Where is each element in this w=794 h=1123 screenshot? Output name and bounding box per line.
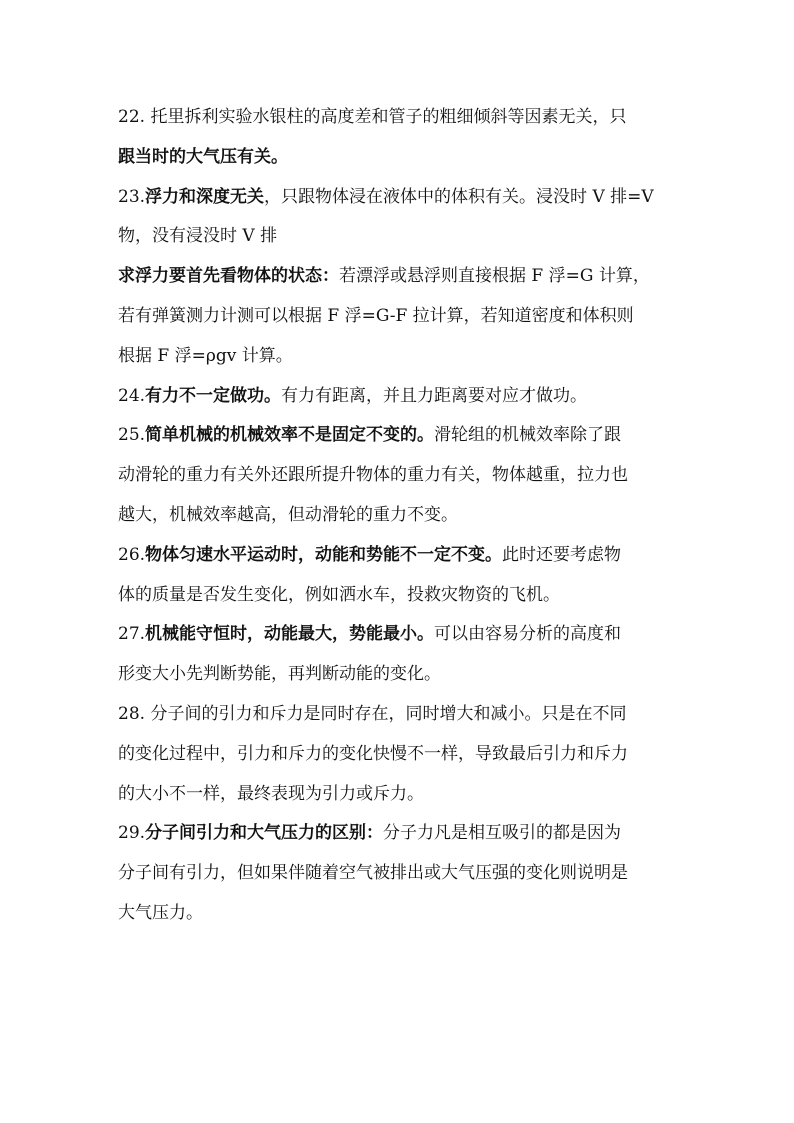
text-segment: 大气压力。 [118, 902, 203, 923]
text-segment: 根据 F 浮=ρgv 计算。 [118, 345, 293, 366]
text-segment: 体的质量是否发生变化，例如洒水车，投救灾物资的飞机。 [118, 584, 560, 605]
list-item [118, 536, 688, 616]
text-line [118, 536, 688, 576]
text-line [118, 894, 688, 934]
bold-text: 有力不一定做功。 [145, 385, 282, 406]
text-segment: 形变大小先判断势能，再判断动能的变化。 [118, 664, 441, 685]
text-segment: 若有弹簧测力计测可以根据 F 浮=G-F 拉计算，若知道密度和体积则 [118, 305, 634, 326]
text-line [118, 178, 688, 218]
text-line [118, 377, 688, 417]
bold-text: 物体匀速水平运动时，动能和势能不一定不变。 [145, 544, 503, 565]
text-segment: 28. 分子间的引力和斥力是同时存在，同时增大和减小。只是在不同 [118, 703, 627, 724]
text-segment: 的大小不一样，最终表现为引力或斥力。 [118, 783, 424, 804]
list-item [118, 695, 688, 814]
text-segment: 的变化过程中，引力和斥力的变化快慢不一样，导致最后引力和斥力 [118, 743, 628, 764]
list-item [118, 98, 688, 178]
text-segment: 有力有距离，并且力距离要对应才做功。 [281, 385, 588, 406]
text-line [118, 576, 688, 616]
text-line [118, 257, 688, 297]
text-segment: 可以由容易分析的高度和 [434, 624, 622, 645]
bold-text: 跟当时的大气压有关。 [118, 146, 288, 167]
text-line [118, 217, 688, 257]
text-line [118, 496, 688, 536]
bold-text: 求浮力要首先看物体的状态： [118, 266, 339, 287]
text-line [118, 814, 688, 854]
text-segment: 物，没有浸没时 V 排 [118, 226, 278, 247]
text-segment: 此时还要考虑物 [502, 544, 622, 565]
text-segment: 25. [118, 425, 146, 446]
text-line [118, 695, 688, 735]
bold-text: 简单机械的机械效率不是固定不变的。 [145, 425, 435, 446]
bold-text: 浮力和深度无关 [145, 186, 265, 207]
bold-text: 机械能守恒时，动能最大，势能最小。 [145, 624, 435, 645]
text-line [118, 775, 688, 815]
text-segment: ，只跟物体浸在液体中的体积有关。浸没时 V 排=V [264, 186, 654, 207]
list-item [118, 178, 688, 377]
text-line [118, 337, 688, 377]
text-segment: 分子力凡是相互吸引的都是因为 [383, 823, 622, 844]
text-line [118, 456, 688, 496]
text-segment: 分子间有引力，但如果伴随着空气被排出或大气压强的变化则说明是 [118, 863, 628, 884]
text-line [118, 416, 688, 456]
text-line [118, 297, 688, 337]
text-line [118, 655, 688, 695]
document-body [118, 98, 688, 934]
text-segment: 26. [118, 544, 146, 565]
text-segment: 若漂浮或悬浮则直接根据 F 浮=G 计算， [339, 266, 650, 287]
list-item [118, 615, 688, 695]
text-segment: 滑轮组的机械效率除了跟 [434, 425, 622, 446]
text-line [118, 98, 688, 138]
text-segment: 越大，机械效率越高，但动滑轮的重力不变。 [118, 504, 458, 525]
bold-text: 分子间引力和大气压力的区别： [145, 823, 384, 844]
text-line [118, 735, 688, 775]
text-segment: 24. [118, 385, 146, 406]
text-line [118, 615, 688, 655]
text-line [118, 138, 688, 178]
list-item [118, 377, 688, 417]
text-segment: 23. [118, 186, 146, 207]
text-segment: 29. [118, 823, 146, 844]
text-segment: 27. [118, 624, 146, 645]
text-segment: 22. 托里拆利实验水银柱的高度差和管子的粗细倾斜等因素无关，只 [118, 107, 627, 127]
list-item [118, 416, 688, 535]
list-item [118, 814, 688, 933]
text-segment: 动滑轮的重力有关外还跟所提升物体的重力有关，物体越重，拉力也 [118, 465, 628, 486]
text-line [118, 854, 688, 894]
